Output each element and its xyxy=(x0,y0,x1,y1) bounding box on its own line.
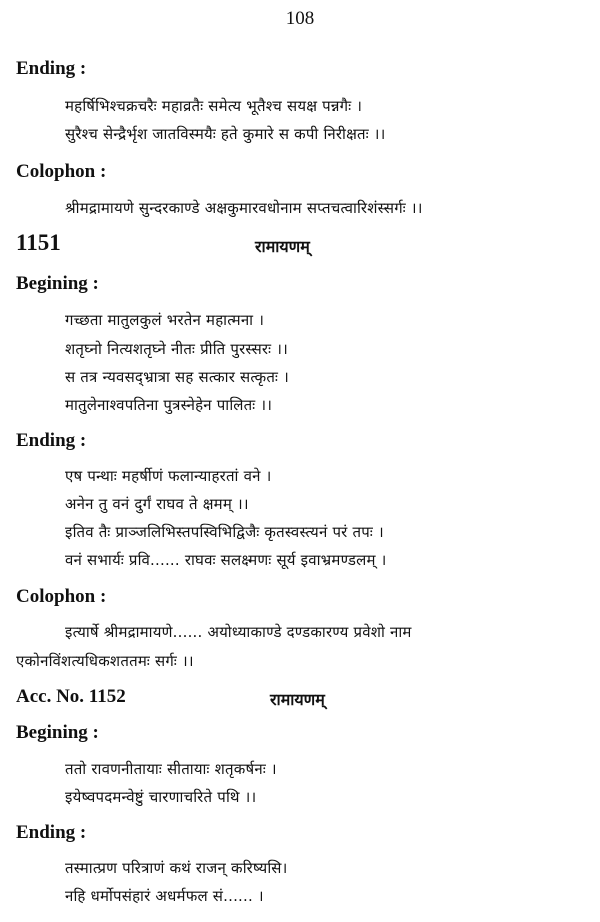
ending-line: सुरैश्च सेन्द्रैर्भृश जातविस्मयैः हते कुमारे स कपी निरीक्षतः ।। xyxy=(65,125,386,143)
colophon-heading: Colophon : xyxy=(16,161,107,182)
begining-line: ततो रावणनीतायाः सीतायाः शतृकर्षनः । xyxy=(65,760,277,778)
ending-line: वनं सभार्यः प्रवि...... राघवः सलक्ष्मणः सूर्य इवाभ्रमण्डलम् । xyxy=(65,551,387,569)
ending-line: महर्षिभिश्चक्रचरैः महाव्रतैः समेत्य भूतैश्च सयक्ष पन्नगैः । xyxy=(65,97,363,115)
colophon-line: श्रीमद्रामायणे सुन्दरकाण्डे अक्षकुमारवधोनाम सप्तचत्वारिशंस्सर्गः ।। xyxy=(65,199,423,217)
entry-title: रामायणम् xyxy=(270,690,325,709)
entry-number: 1151 xyxy=(16,230,61,255)
begining-line: स तत्र न्यवसद्भ्रात्रा सह सत्कार सत्कृतः । xyxy=(65,368,289,386)
entry-title: रामायणम् xyxy=(255,237,310,256)
colophon-line: एकोनविंशत्यधिकशततमः सर्गः ।। xyxy=(16,652,194,670)
begining-line: शतृघ्नो नित्यशतृघ्ने नीतः प्रीति पुरस्सरः ।। xyxy=(65,340,289,358)
begining-heading: Begining : xyxy=(16,722,99,743)
page-number: 108 xyxy=(285,8,315,29)
ending-heading: Ending : xyxy=(16,430,87,451)
begining-line: इयेष्वपदमन्वेष्टुं चारणाचरिते पथि ।। xyxy=(65,788,257,806)
ending-line: अनेन तु वनं दुर्गं राघव ते क्षमम् ।। xyxy=(65,495,249,513)
colophon-line: इत्यार्षे श्रीमद्रामायणे...... अयोध्याकाण्डे दण्डकारण्य प्रवेशो नाम xyxy=(65,623,412,641)
colophon-heading: Colophon : xyxy=(16,586,107,607)
begining-heading: Begining : xyxy=(16,273,99,294)
ending-heading: Ending : xyxy=(16,822,87,843)
begining-line: मातुलेनाश्वपतिना पुत्रस्नेहेन पालितः ।। xyxy=(65,396,273,414)
ending-line: तस्मात्प्रण परित्राणं कथं राजन् करिष्यसि। xyxy=(65,859,288,877)
entry-number: Acc. No. 1152 xyxy=(16,686,126,707)
begining-line: गच्छता मातुलकुलं भरतेन महात्मना । xyxy=(65,311,265,329)
ending-line: इतिव तैः प्राञ्जलिभिस्तपस्विभिद्विजैः कृतस्वस्त्यनं परं तपः । xyxy=(65,523,384,541)
ending-line: नहि धर्मोपसंहारं अधर्मफल सं...... । xyxy=(65,887,264,905)
ending-heading: Ending : xyxy=(16,58,87,79)
ending-line: एष पन्थाः महर्षीणं फलान्याहरतां वने । xyxy=(65,467,272,485)
